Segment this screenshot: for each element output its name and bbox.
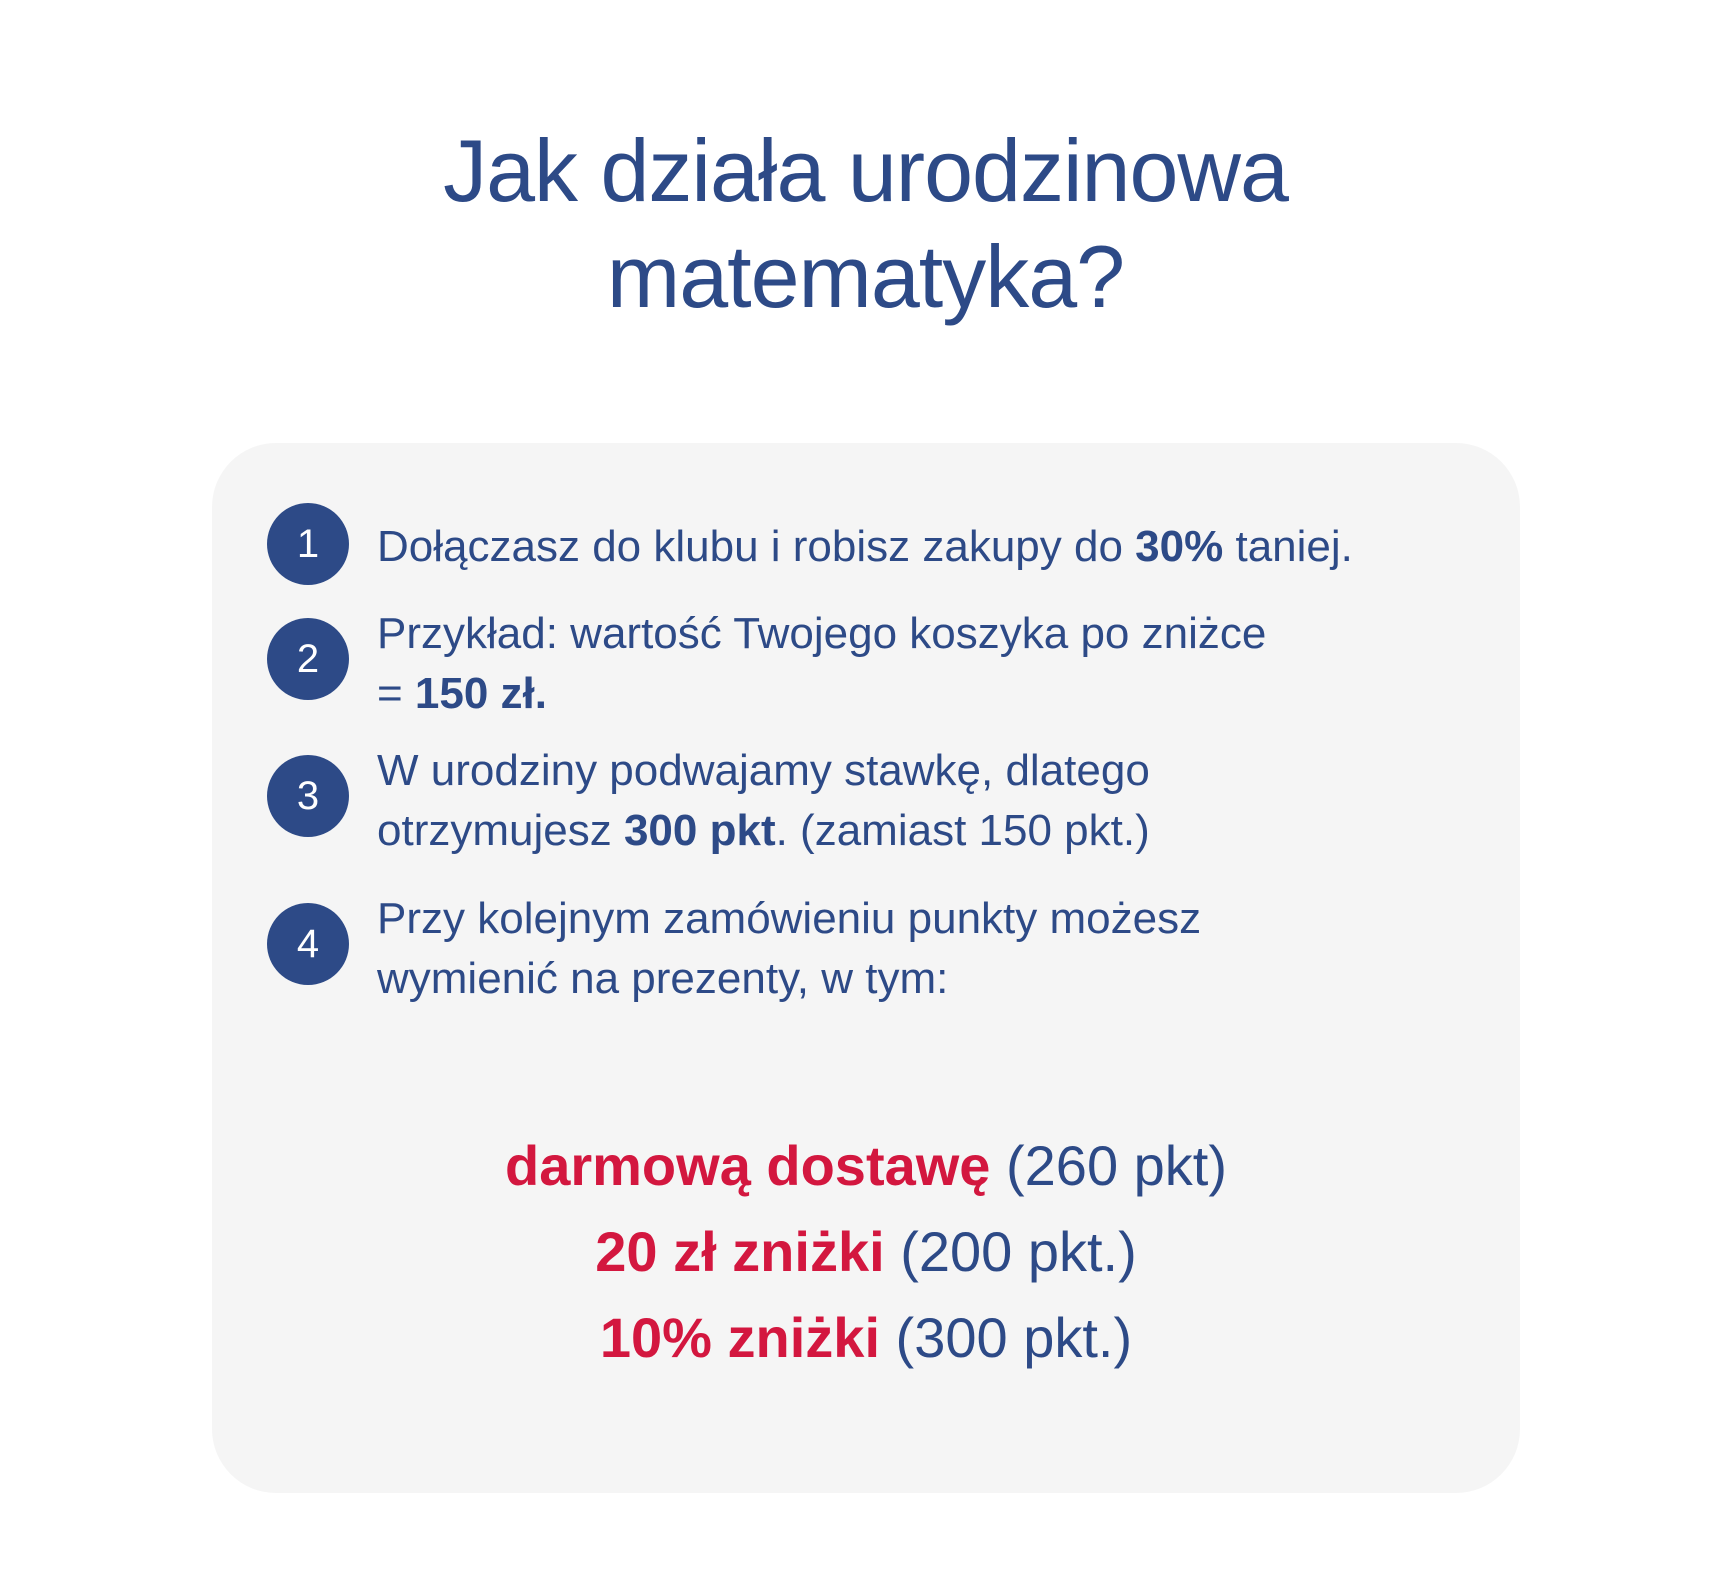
- page-title: [0, 118, 1731, 330]
- rewards-list: [212, 1123, 1520, 1381]
- step-number-badge: 3: [267, 755, 349, 837]
- reward-highlight: 10% zniżki: [599, 1306, 880, 1369]
- step-text: [377, 741, 1487, 861]
- page-title-line-1: Jak działa urodzinowa: [443, 121, 1288, 220]
- step-text-line: W urodziny podwajamy stawkę, dlatego: [377, 746, 1150, 795]
- step-text-bold: 150 zł.: [414, 669, 548, 718]
- reward-item: [212, 1295, 1520, 1381]
- step-text-line: Przykład: wartość Twojego koszyka po zniżce: [377, 609, 1267, 658]
- reward-points: (260 pkt): [990, 1134, 1228, 1197]
- step-text-line: [377, 801, 1487, 861]
- reward-points: (200 pkt.): [884, 1220, 1137, 1283]
- step-text-part: taniej.: [1223, 522, 1353, 571]
- step-text-line: Przy kolejnym zamówieniu punkty możesz: [377, 894, 1202, 943]
- page-title-line-2: matematyka?: [606, 227, 1125, 326]
- step-text-part: Dołączasz do klubu i robisz zakupy do: [377, 522, 1136, 571]
- step-number-badge: 1: [267, 503, 349, 585]
- step-number-badge: 2: [267, 618, 349, 700]
- step-text-part: otrzymujesz: [377, 806, 624, 855]
- step-number-badge: 4: [267, 903, 349, 985]
- reward-highlight: darmową dostawę: [504, 1134, 991, 1197]
- step-text-part: . (zamiast 150 pkt.): [775, 806, 1150, 855]
- reward-points: (300 pkt.): [880, 1306, 1133, 1369]
- step-text-bold: 300 pkt: [623, 806, 776, 855]
- step-text-part: =: [377, 669, 415, 718]
- reward-item: [212, 1123, 1520, 1209]
- steps-card: [212, 443, 1520, 1493]
- step-text-line: [377, 664, 1487, 724]
- step-text: [377, 889, 1487, 1009]
- step-text: [377, 604, 1487, 724]
- reward-item: [212, 1209, 1520, 1295]
- step-text: [377, 517, 1487, 577]
- step-text-bold: 30%: [1135, 522, 1224, 571]
- reward-highlight: 20 zł zniżki: [595, 1220, 885, 1283]
- step-text-line: wymienić na prezenty, w tym:: [377, 954, 949, 1003]
